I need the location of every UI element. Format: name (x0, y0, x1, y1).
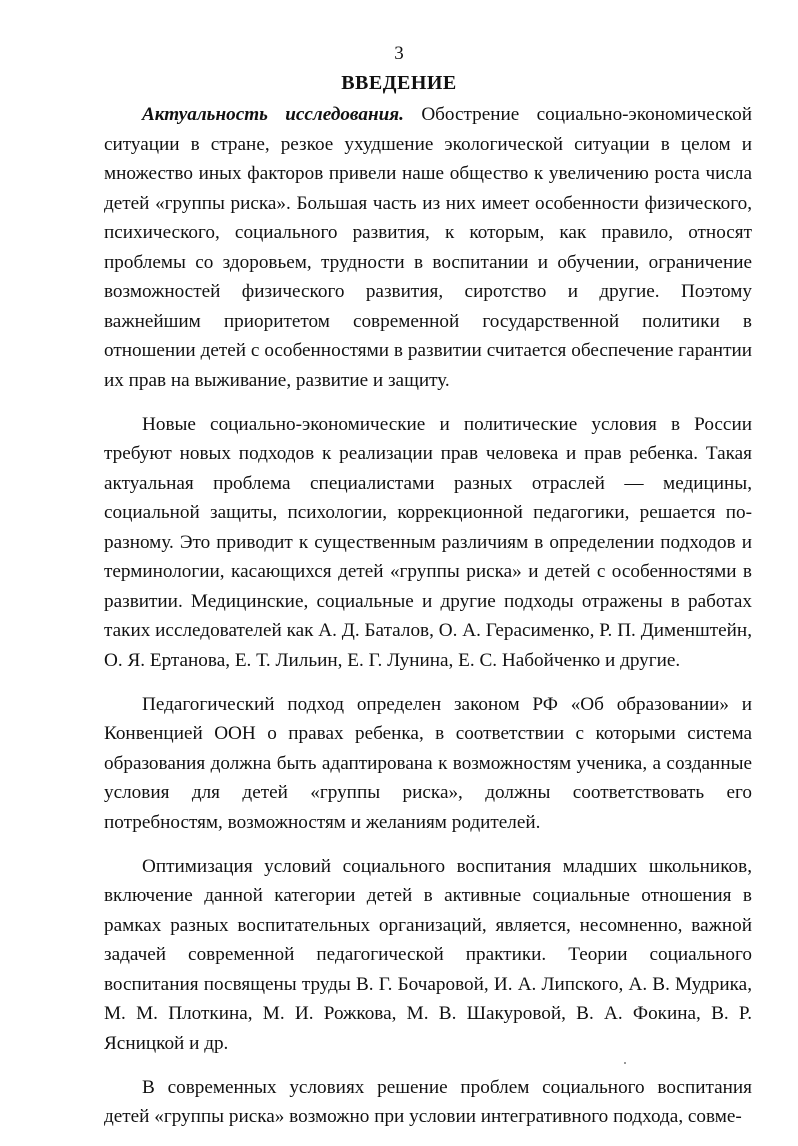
paragraph-text: Новые социально-экономические и политические условия в России требуют новых подходов к реализации прав человека и прав ребенка. Такая актуальная проблема специалистами разных отраслей — медицины, социальной защиты, психологии, коррекционной педагогики, решается по-разному. Это приводит к существенным различиям в определении подходов и терминологии, касающихся детей «группы риска» и детей с особенностями в развитии. Медицинские, социальные и другие подходы отражены в работах таких исследователей как А. Д. Баталов, О. А. Герасименко, Р. П. Дименштейн, О. Я. Ертанова, Е. Т. Лильин, Е. Г. Лунина, Е. С. Набойченко и другие. (104, 413, 752, 671)
paragraph-text: В современных условиях решение проблем социального воспитания детей «группы риска» возможно при условии интегративного подхода, совме- (104, 1076, 752, 1127)
paragraph-text: Педагогический подход определен законом РФ «Об образовании» и Конвенцией ООН о правах ребенка, в соответствии с которыми система образования должна быть адаптирована к возможностям ученика, а созданные условия для детей «группы риска», должны соответствовать его потребностям, возможностям и желаниям родителей. (104, 693, 752, 833)
paragraph-text: Оптимизация условий социального воспитания младших школьников, включение данной категории детей в активные социальные отношения в рамках разных воспитательных организаций, является, несомненно, важной задачей современной педагогической практики. Теории социального воспитания посвящены труды В. Г. Бочаровой, И. А. Липского, А. В. Мудрика, М. М. Плоткина, М. И. Рожкова, М. В. Шакуровой, В. А. Фокина, В. Р. Ясницкой и др. (104, 855, 752, 1054)
paragraph-modern-conditions (104, 1073, 752, 1132)
paragraph-optimization (104, 852, 752, 1059)
section-heading: ВВЕДЕНИЕ (341, 72, 457, 94)
page-number: 3 (394, 43, 404, 64)
paragraph-relevance (104, 100, 752, 395)
paragraph-lead-phrase: Актуальность исследования. (142, 104, 404, 125)
paragraph-text: Обострение социально-экономической ситуации в стране, резкое ухудшение экологической ситуации в целом и множество иных факторов привели наше общество к увеличению роста числа детей «группы риска». Большая часть из них имеет особенности физического, психического, социального развития, к которым, как правило, относят проблемы со здоровьем, трудности в воспитании и обучении, ограничение возможностей физического развития, сиротство и другие. Поэтому важнейшим приоритетом современной государственной политики в отношении детей с особенностями в развитии считается обеспечение гарантии их прав на выживание, развитие и защиту. (104, 104, 753, 391)
paragraph-new-conditions (104, 410, 752, 676)
scan-speck (624, 1062, 626, 1064)
paragraph-pedagogical-approach (104, 690, 752, 838)
body-text (104, 100, 752, 1146)
